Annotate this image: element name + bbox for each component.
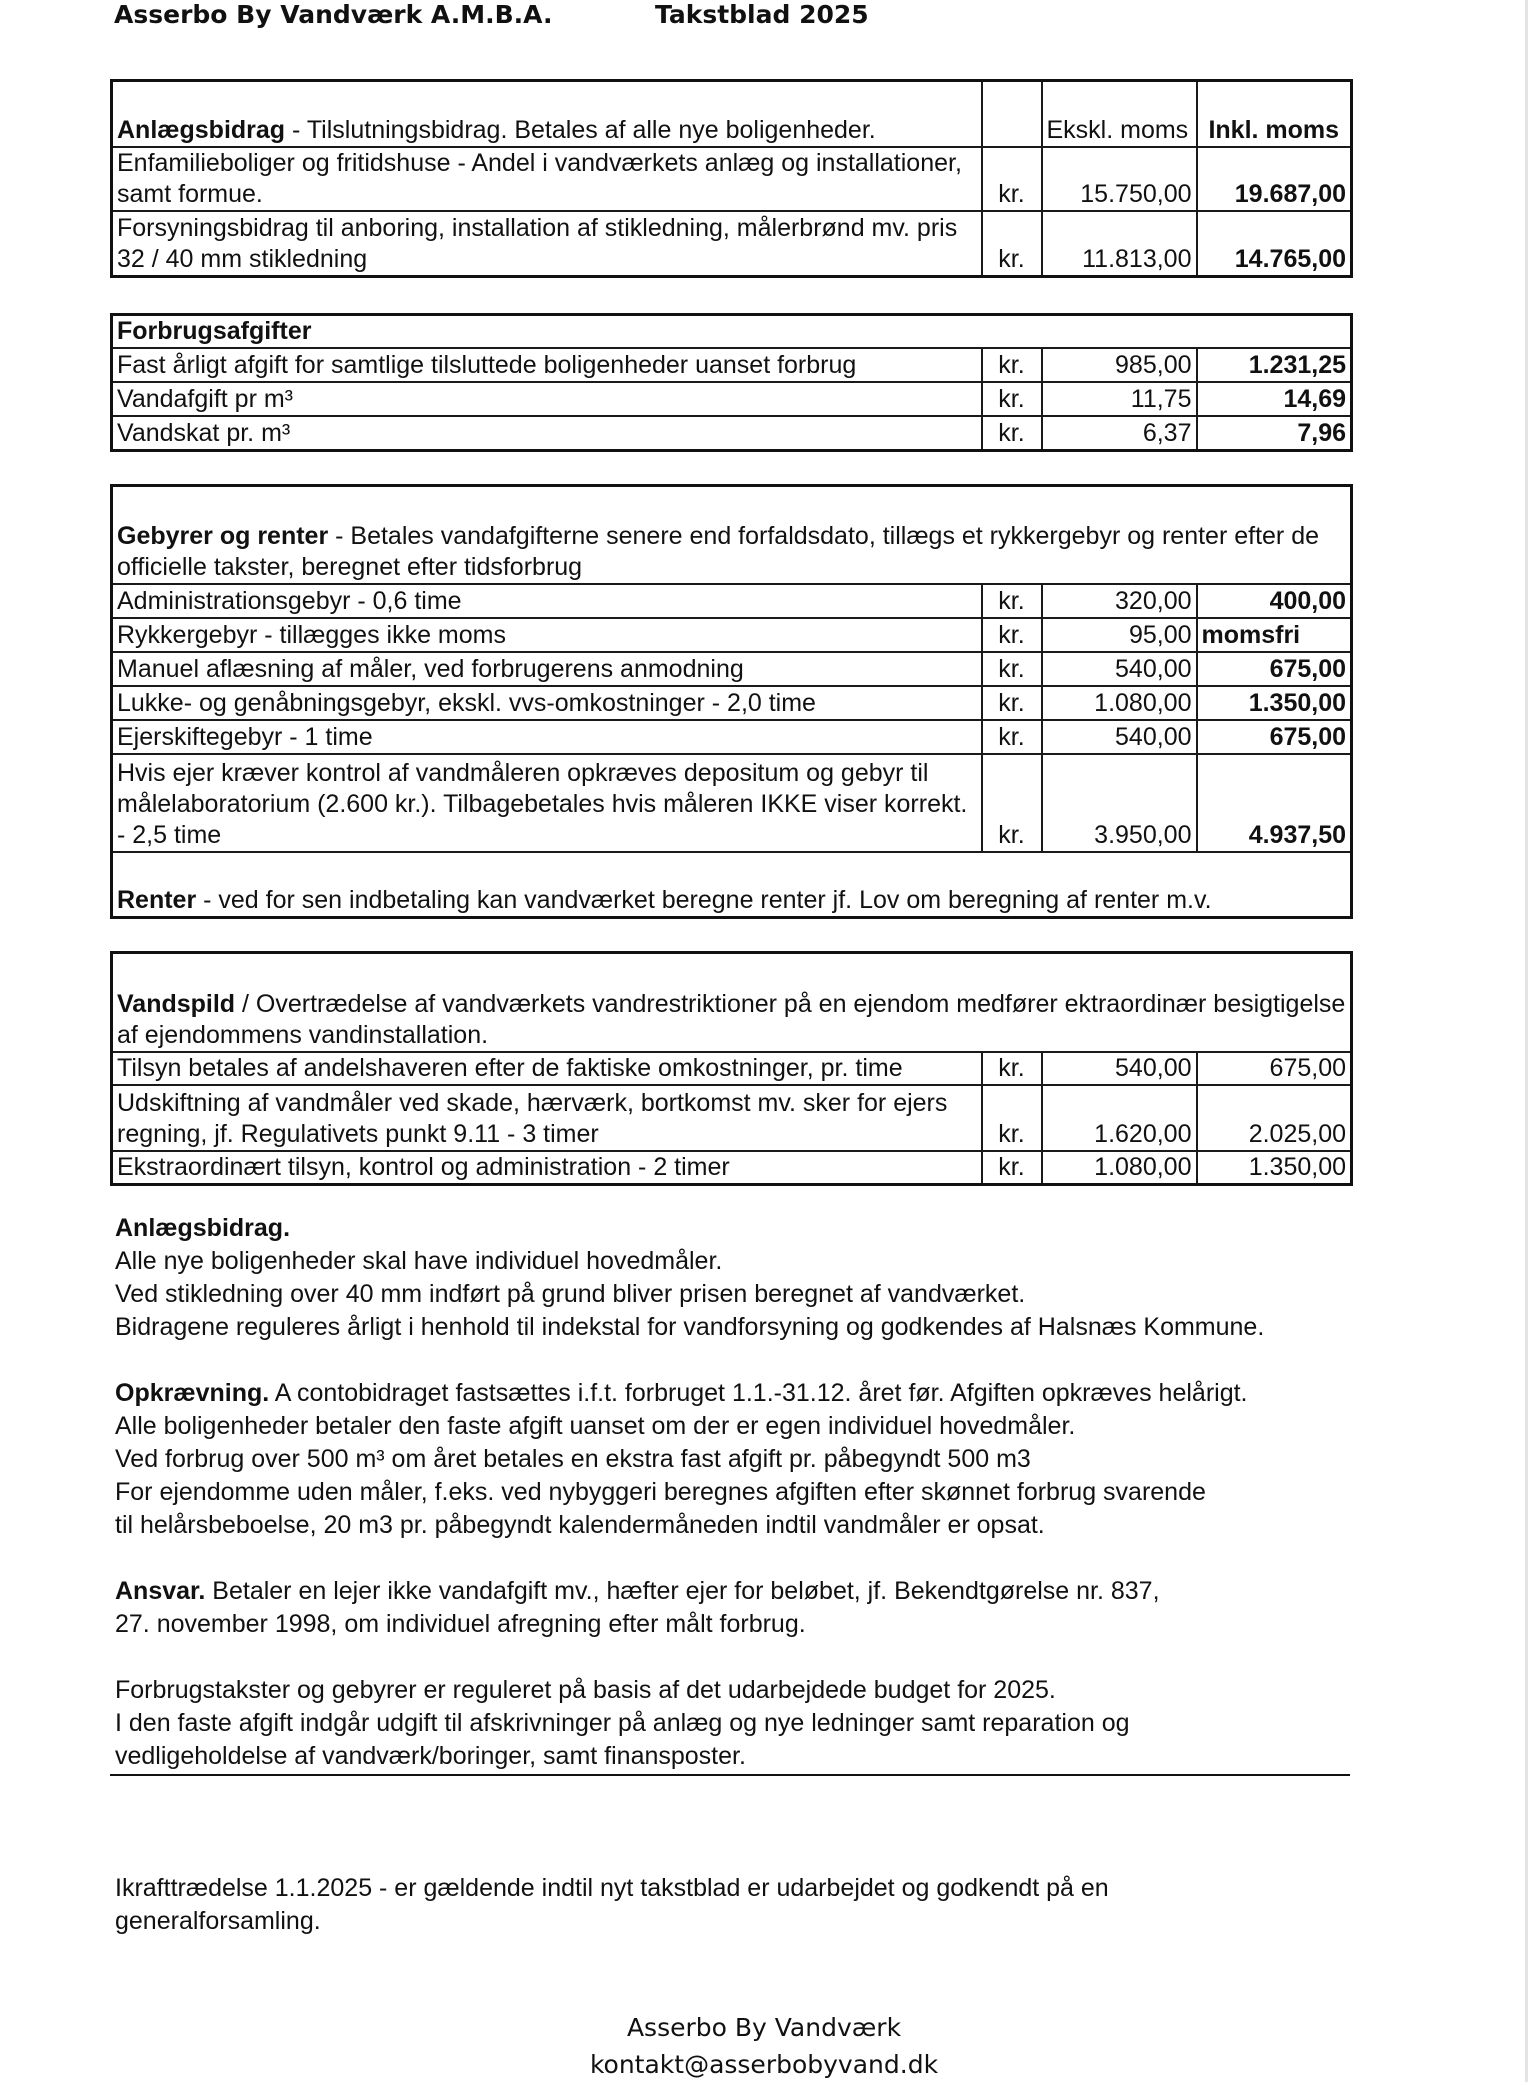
table-header-row	[112, 486, 1352, 584]
row-description: Forsyningsbidrag til anboring, installation af stikledning, målerbrønd mv. pris 32 / 40 mm stikledning	[112, 211, 982, 277]
row-currency: kr.	[982, 652, 1042, 686]
row-currency: kr.	[982, 686, 1042, 720]
note-heading: Opkrævning.	[115, 1379, 270, 1407]
row-currency: kr.	[982, 348, 1042, 382]
table-row	[112, 416, 1352, 450]
notes-section	[115, 1212, 1355, 1806]
row-currency: kr.	[982, 720, 1042, 754]
row-inkl-value: 400,00	[1197, 584, 1352, 618]
note-ikrafttraedelse: Ikrafttrædelse 1.1.2025 - er gældende indtil nyt takstblad er udarbejdet og godkendt på en generalforsamling.	[115, 1874, 1109, 1935]
row-description: Rykkergebyr - tillægges ikke moms	[112, 618, 982, 652]
row-currency: kr.	[982, 416, 1042, 450]
section-title: Anlægsbidrag - Tilslutningsbidrag. Betales af alle nye boligenheder.	[112, 81, 982, 147]
section-title: Vandspild / Overtrædelse af vandværkets vandrestriktioner på en ejendom medfører ektraordinær besigtigelse af ejendommens vandinstallation.	[112, 953, 1352, 1052]
table-anlaegsbidrag	[110, 79, 1353, 278]
section-title: Gebyrer og renter - Betales vandafgifterne senere end forfaldsdato, tillægs et rykkergebyr og renter efter de officielle takster, beregnet efter tidsforbrug	[112, 486, 1352, 584]
note-forbrugstakster: Forbrugstakster og gebyrer er reguleret på basis af det udarbejdede budget for 2025. I den faste afgift indgår udgift til afskrivninger på anlæg og nye ledninger samt reparation og vedligeholdelse af vandværk/boringer, samt finansposter.	[115, 1676, 1130, 1770]
table-row	[112, 686, 1352, 720]
col-header-inkl: Inkl. moms	[1197, 81, 1352, 147]
renter-row	[112, 852, 1352, 918]
renter-note: Renter - ved for sen indbetaling kan vandværket beregne renter jf. Lov om beregning af renter m.v.	[112, 852, 1352, 918]
row-description: Vandafgift pr m³	[112, 382, 982, 416]
table-vandspild	[110, 951, 1353, 1186]
table-row	[112, 1052, 1352, 1085]
row-ekskl-value: 985,00	[1042, 348, 1197, 382]
table-row	[112, 211, 1352, 277]
table-row	[112, 147, 1352, 211]
row-ekskl-value: 95,00	[1042, 618, 1197, 652]
row-description: Ekstraordinært tilsyn, kontrol og administration - 2 timer	[112, 1151, 982, 1185]
table-row	[112, 652, 1352, 686]
table-row	[112, 720, 1352, 754]
row-inkl-value: 14,69	[1197, 382, 1352, 416]
table-row	[112, 1151, 1352, 1185]
row-ekskl-value: 1.620,00	[1042, 1085, 1197, 1151]
table-header-row	[112, 315, 1352, 349]
col-header-ekskl: Ekskl. moms	[1042, 81, 1197, 147]
row-inkl-value: 675,00	[1197, 1052, 1352, 1085]
row-ekskl-value: 11,75	[1042, 382, 1197, 416]
org-header: Asserbo By Vandværk A.M.B.A.	[114, 0, 553, 29]
footer-email[interactable]: kontakt@asserbobyvand.dk	[589, 2050, 939, 2079]
table-row	[112, 382, 1352, 416]
row-ekskl-value: 1.080,00	[1042, 686, 1197, 720]
table-header-row	[112, 81, 1352, 147]
row-ekskl-value: 540,00	[1042, 652, 1197, 686]
note-heading: Anlægsbidrag.	[115, 1214, 291, 1242]
note-heading: Ansvar.	[115, 1577, 206, 1605]
row-currency: kr.	[982, 754, 1042, 852]
row-ekskl-value: 15.750,00	[1042, 147, 1197, 211]
note-opkraevning: Opkrævning. A contobidraget fastsættes i.f.t. forbruget 1.1.-31.12. året før. Afgiften opkræves helårigt. Alle boligenheder betaler den faste afgift uanset om der er egen individuel hovedmåler. Ved forbrug over 500 m³ om året betales en ekstra fast afgift pr. påbegyndt 500 m3 For ejendomme uden måler, f.eks. ved nybyggeri beregnes afgiften efter skønnet forbrug svarende til helårsbeboelse, 20 m3 pr. påbegyndt kalendermåneden indtil vandmåler er opsat.	[115, 1379, 1248, 1539]
row-currency: kr.	[982, 1085, 1042, 1151]
table-header-row	[112, 953, 1352, 1052]
row-currency: kr.	[982, 211, 1042, 277]
row-currency: kr.	[982, 382, 1042, 416]
row-ekskl-value: 320,00	[1042, 584, 1197, 618]
row-description: Ejerskiftegebyr - 1 time	[112, 720, 982, 754]
row-description: Administrationsgebyr - 0,6 time	[112, 584, 982, 618]
note-ansvar: Ansvar. Betaler en lejer ikke vandafgift mv., hæfter ejer for beløbet, jf. Bekendtgørelse nr. 837, 27. november 1998, om individuel afregning efter målt forbrug.	[115, 1577, 1160, 1638]
row-ekskl-value: 1.080,00	[1042, 1151, 1197, 1185]
row-description: Tilsyn betales af andelshaveren efter de faktiske omkostninger, pr. time	[112, 1052, 982, 1085]
note-anlaegsbidrag: Anlægsbidrag. Alle nye boligenheder skal have individuel hovedmåler. Ved stikledning over 40 mm indført på grund bliver prisen beregnet af vandværket. Bidragene reguleres årligt i henhold til indekstal for vandforsyning og godkendes af Halsnæs Kommune.	[115, 1214, 1265, 1341]
table-gebyrer-og-renter	[110, 484, 1353, 919]
row-description: Vandskat pr. m³	[112, 416, 982, 450]
row-inkl-value: 1.350,00	[1197, 686, 1352, 720]
row-ekskl-value: 3.950,00	[1042, 754, 1197, 852]
divider	[110, 1774, 1350, 1776]
row-description: Fast årligt afgift for samtlige tilsluttede boligenheder uanset forbrug	[112, 348, 982, 382]
table-forbrugsafgifter	[110, 313, 1353, 452]
row-inkl-value: 675,00	[1197, 652, 1352, 686]
row-inkl-value: 1.350,00	[1197, 1151, 1352, 1185]
row-currency: kr.	[982, 1052, 1042, 1085]
table-row	[112, 1085, 1352, 1151]
row-description: Manuel aflæsning af måler, ved forbrugerens anmodning	[112, 652, 982, 686]
row-description: Udskiftning af vandmåler ved skade, hærværk, bortkomst mv. sker for ejers regning, jf. Regulativets punkt 9.11 - 3 timer	[112, 1085, 982, 1151]
footer-name: Asserbo By Vandværk	[626, 2013, 902, 2042]
row-inkl-value: 7,96	[1197, 416, 1352, 450]
row-currency: kr.	[982, 584, 1042, 618]
row-currency: kr.	[982, 147, 1042, 211]
page-title: Takstblad 2025	[655, 0, 869, 29]
row-description: Hvis ejer kræver kontrol af vandmåleren opkræves depositum og gebyr til målelaboratorium (2.600 kr.). Tilbagebetales hvis måleren IKKE viser korrekt. - 2,5 time	[112, 754, 982, 852]
row-ekskl-value: 6,37	[1042, 416, 1197, 450]
table-row	[112, 584, 1352, 618]
table-row	[112, 618, 1352, 652]
row-ekskl-value: 540,00	[1042, 1052, 1197, 1085]
row-currency: kr.	[982, 1151, 1042, 1185]
row-inkl-value: 2.025,00	[1197, 1085, 1352, 1151]
row-inkl-value: 19.687,00	[1197, 147, 1352, 211]
row-ekskl-value: 540,00	[1042, 720, 1197, 754]
row-currency: kr.	[982, 618, 1042, 652]
row-ekskl-value: 11.813,00	[1042, 211, 1197, 277]
row-inkl-value: momsfri	[1197, 618, 1352, 652]
row-inkl-value: 14.765,00	[1197, 211, 1352, 277]
section-title: Forbrugsafgifter	[112, 315, 1352, 349]
table-row	[112, 348, 1352, 382]
row-inkl-value: 675,00	[1197, 720, 1352, 754]
row-description: Lukke- og genåbningsgebyr, ekskl. vvs-omkostninger - 2,0 time	[112, 686, 982, 720]
row-description: Enfamilieboliger og fritidshuse - Andel i vandværkets anlæg og installationer, samt formue.	[112, 147, 982, 211]
row-inkl-value: 1.231,25	[1197, 348, 1352, 382]
row-inkl-value: 4.937,50	[1197, 754, 1352, 852]
table-row	[112, 754, 1352, 852]
